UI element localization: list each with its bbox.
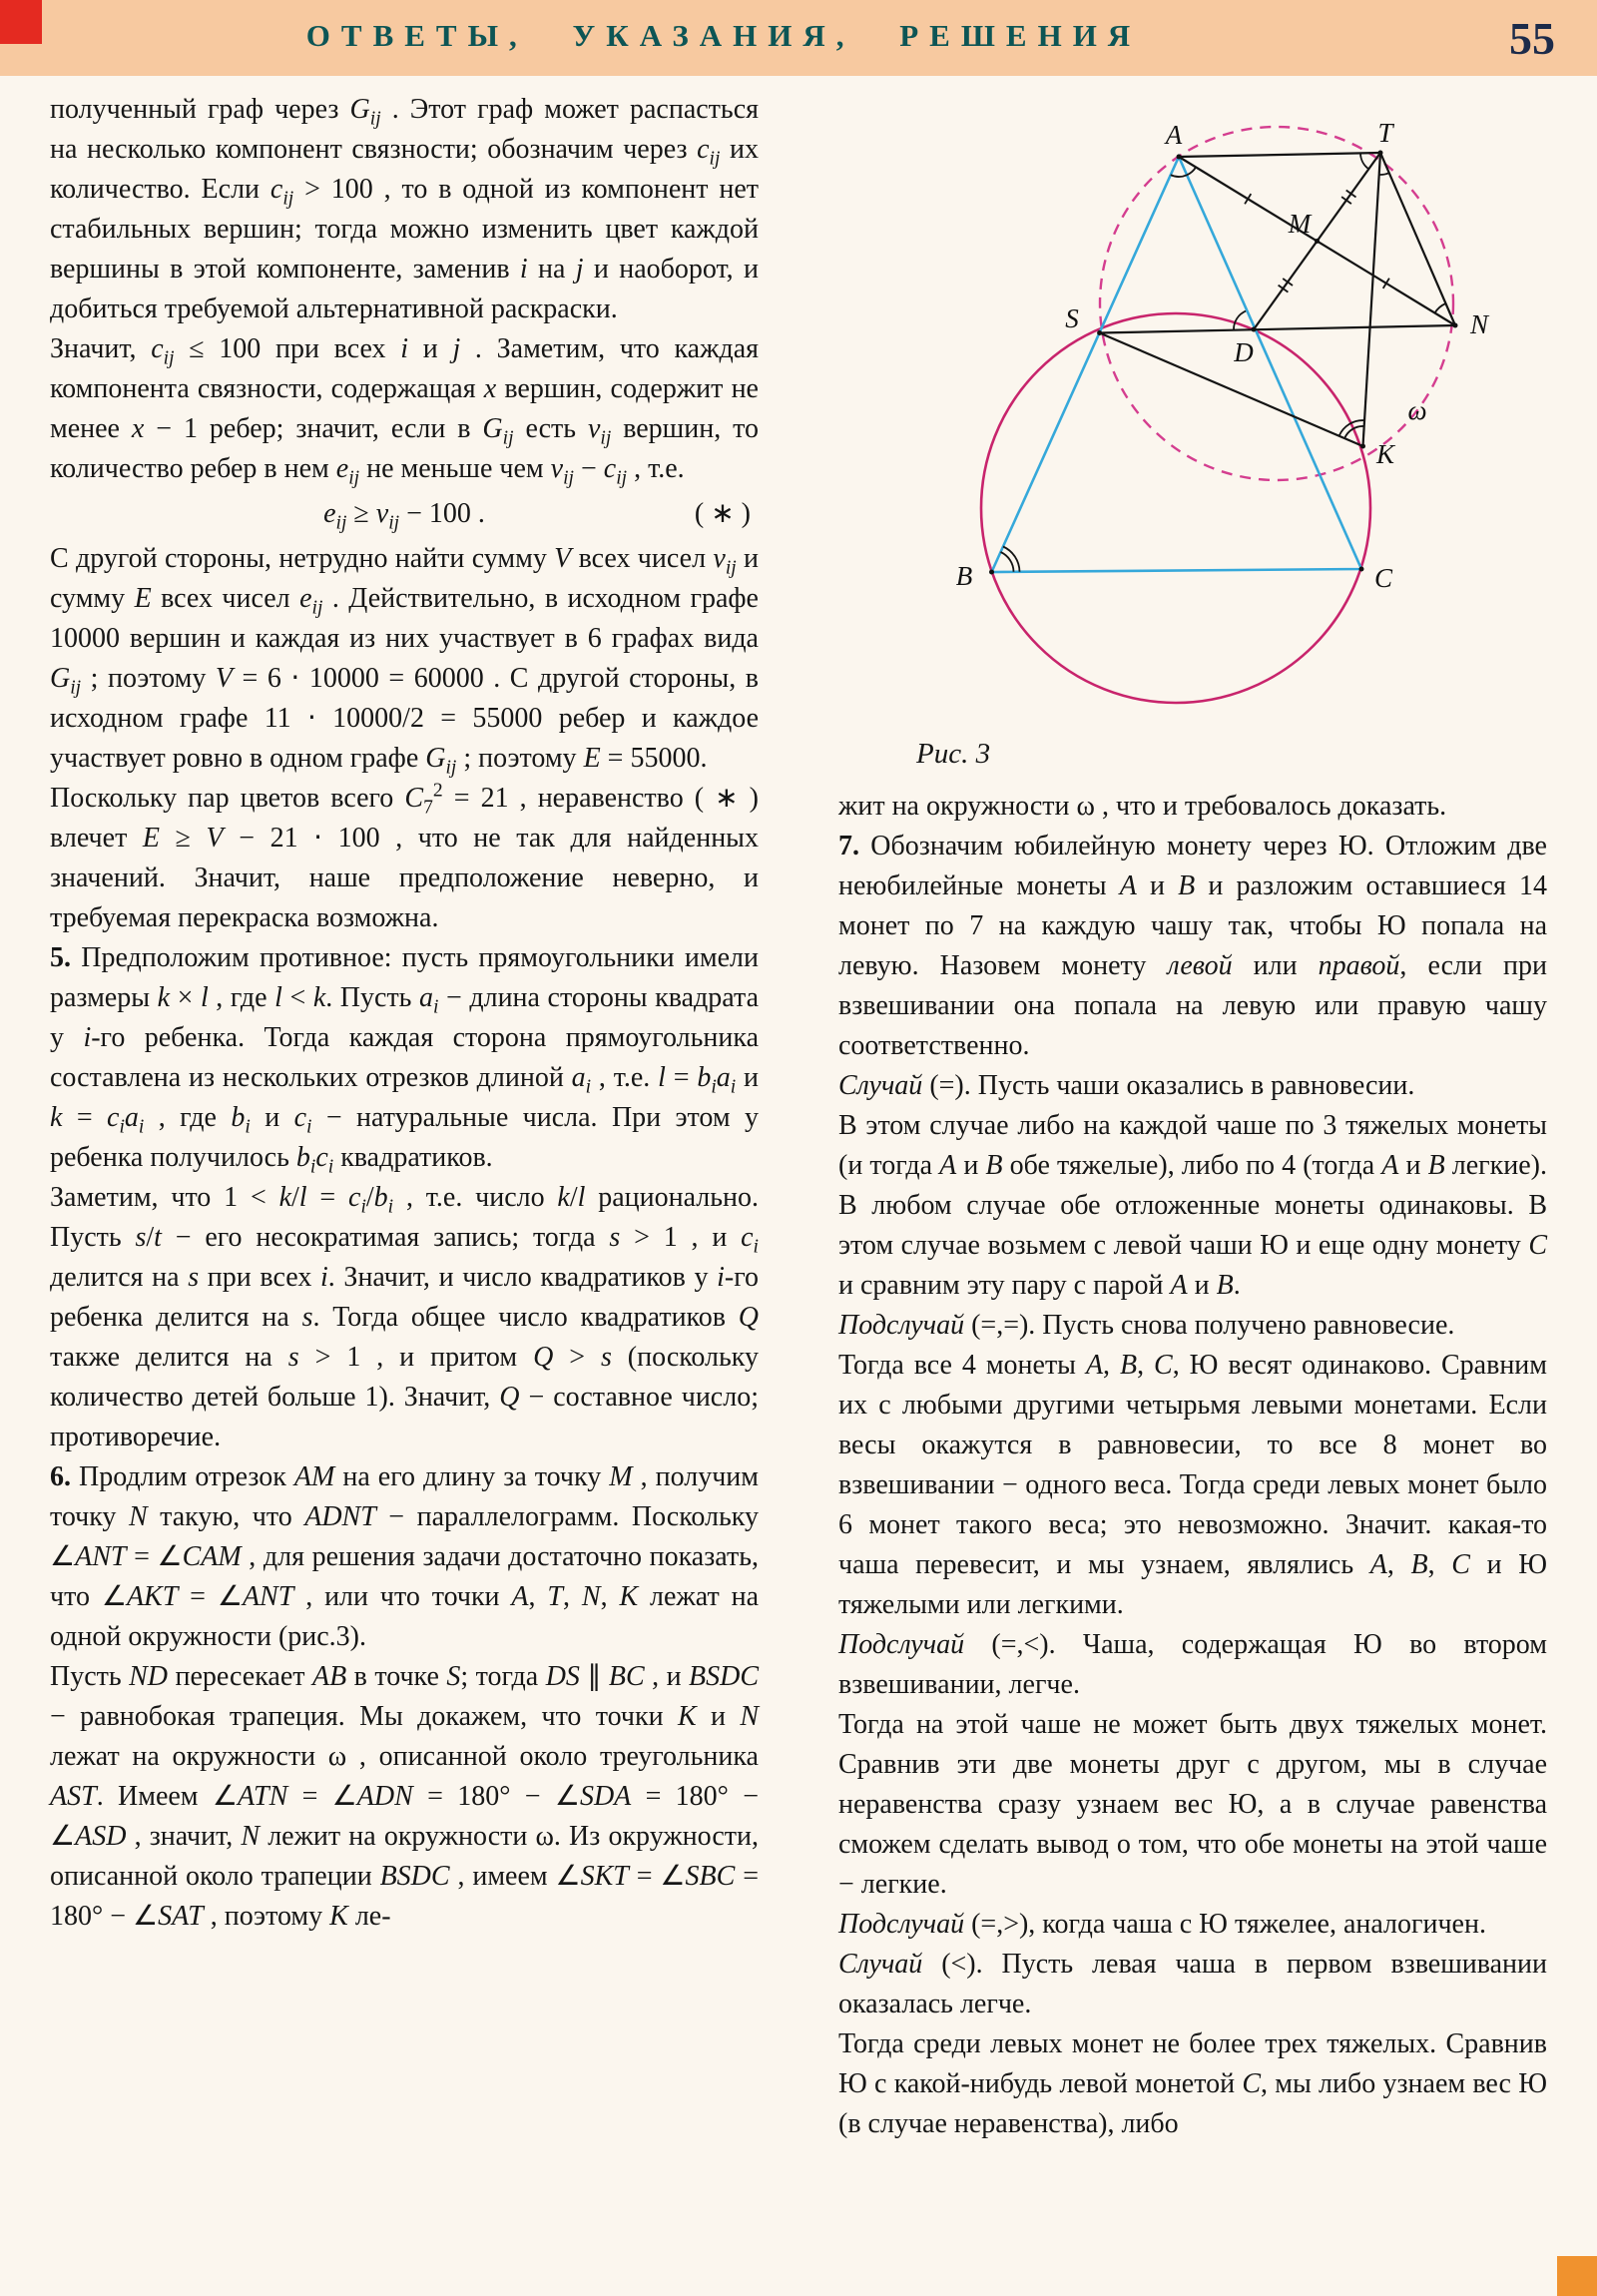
corner-red-square	[0, 0, 42, 44]
figure-label-B: B	[955, 561, 973, 591]
corner-orange-square	[1557, 2256, 1597, 2296]
display-formula	[50, 492, 759, 536]
paragraph: Случай (<). Пусть левая чаша в первом взвешивании оказалась легче.	[838, 1949, 1547, 2019]
paragraph: Подслучай (=,=). Пусть снова получено равновесие.	[838, 1310, 1455, 1341]
paragraph: В этом случае либо на каждой чаше по 3 тяжелых монеты (и тогда A и B обе тяжелые), либо по 4 (тогда A и B легкие). В любом случае обе отложенные монеты одинаковы. В этом случае возьмем с левой чаши Ю и еще одну монету C и сравним эту пару с парой A и B.	[838, 1110, 1548, 1301]
angle-at-N	[1435, 303, 1446, 313]
figure-svg	[924, 90, 1543, 719]
segment-AT	[1179, 153, 1380, 157]
paragraph: 7. Обозначим юбилейную монету через Ю. Отложим две неюбилейные монеты A и B и разложим оставшиеся 14 монет по 7 на каждую чашу так, чтобы Ю попала на левую. Назовем монету левой или правой, если при взвешивании она попала на левую или правую чашу соответственно.	[838, 831, 1547, 1061]
tick-MD-1	[1279, 286, 1289, 292]
paragraph: Тогда среди левых монет не более трех тяжелых. Сравнив Ю с какой-нибудь левой монетой C, мы либо узнаем вес Ю (в случае неравенства), либо	[838, 2028, 1547, 2139]
angle-marks	[1001, 153, 1446, 571]
point-dots	[989, 151, 1458, 575]
paragraph: Тогда на этой чаше не может быть двух тяжелых монет. Сравнив эти две монеты друг с другом, мы в случае неравенства сразу узнаем вес Ю, а в случае равенства сможем сделать вывод о том, что обе монеты на этой чаше − легкие.	[838, 1709, 1547, 1900]
paragraph: Тогда все 4 монеты A, B, C, Ю весят одинаково. Сравним их с любыми другими четырьмя левыми монетами. Если весы окажутся в равновесии, то все 8 монет во взвешивании − одного веса. Тогда среди левых монет было 6 монет такого веса; это невозможно. Значит. какая-то чаша перевесит, и мы узнаем, являлись A, B, C и Ю тяжелыми или легкими.	[838, 1350, 1548, 1620]
page-title: ОТВЕТЫ, УКАЗАНИЯ, РЕШЕНИЯ	[305, 18, 1142, 53]
segment-TN	[1380, 153, 1455, 325]
figure-label-S: S	[1065, 303, 1079, 333]
paragraph: жит на окружности ω , что и требовалось доказать.	[838, 791, 1447, 822]
angle-at-A-1	[1171, 175, 1187, 177]
omega-circle	[1100, 127, 1453, 480]
tick-MD-2	[1283, 279, 1293, 286]
figure-caption: Рис. 3	[916, 738, 991, 770]
paragraph: 5. Предположим противное: пусть прямоугольники имели размеры k × l , где l < k. Пусть $a_i$ − длина стороны квадрата у i-го ребенка. Тогда каждая сторона прямоугольника составлена из нескольких отрезков длиной $a_i$ , т.е. $l = b_ia_i$ и $k = c_ia_i$ , где $b_i$ и $c_i$ − натуральные числа. При этом у ребенка получилось $b_ic_i$ квадратиков.	[50, 942, 760, 1178]
construction-lines	[1100, 153, 1455, 446]
paragraph: Подслучай (=,<). Чаша, содержащая Ю во втором взвешивании, легче.	[838, 1629, 1547, 1700]
segment-TK	[1363, 153, 1381, 446]
angle-at-K-2	[1339, 420, 1364, 436]
paragraph: полученный граф через $G_{ij}$ . Этот граф может распасться на несколько компонент связности; обозначим через $c_{ij}$ их количество. Если $c_{ij} > 100$ , то в одной из компонент нет стабильных вершин; тогда можно изменить цвет каждой вершины в этой компоненте, заменив i на j и наоборот, и добиться требуемой альтернативной раскраски.	[50, 94, 759, 324]
segment-SN	[1100, 325, 1455, 333]
page-content	[0, 76, 1597, 2296]
paragraph: Пусть ND пересекает AB в точке S; тогда DS ∥ BC , и BSDC − равнобокая трапеция. Мы докажем, что точки K и N лежат на окружности ω , описанной около треугольника AST. Имеем ∠ATN = ∠ADN = 180° − ∠SDA = 180° − ∠ASD , значит, N лежит на окружности ω. Из окружности, описанной около трапеции BSDC , имеем ∠SKT = ∠SBC = 180° − ∠SAT , поэтому K ле-	[50, 1661, 760, 1932]
figure-label-A: A	[1165, 120, 1183, 150]
circumcircle-bsdc	[981, 313, 1370, 703]
formula-body: $e_{ij} \ge v_{ij} - 100$ .	[323, 498, 485, 534]
segment-SK	[1100, 333, 1363, 447]
paragraph: Значит, $c_{ij} \le 100$ при всех i и j . Заметим, что каждая компонента связности, содержащая x вершин, содержит не менее x − 1 ребер; значит, если в $G_{ij}$ есть $v_{ij}$ вершин, то количество ребер в нем $e_{ij}$ не меньше чем $v_{ij} - c_{ij}$ , т.е.	[50, 333, 760, 489]
tick-MN	[1383, 279, 1389, 288]
paragraph: Поскольку пар цветов всего $C_7^2 = 21$ , неравенство ( ∗ ) влечет E ≥ V − 21 ⋅ 100 , что не так для найденных значений. Значит, наше предположение неверно, и требуемая перекраска возможна.	[50, 780, 759, 933]
right-column	[838, 90, 1547, 2296]
left-column	[50, 90, 759, 2296]
figure	[916, 90, 1543, 771]
page-number: 55	[1509, 13, 1555, 64]
tick-TM-2	[1346, 191, 1356, 198]
left-column-text	[50, 90, 759, 1937]
angle-at-T-right	[1379, 173, 1389, 175]
figure-label-M: M	[1288, 209, 1312, 239]
angle-at-T-left	[1360, 153, 1368, 169]
figure-label-D: D	[1234, 337, 1254, 367]
paragraph: 6. Продлим отрезок AM на его длину за точку M , получим точку N такую, что ADNT − параллелограмм. Поскольку ∠ANT = ∠CAM , для решения задачи достаточно показать, что ∠AKT = ∠ANT , или что точки A, T, N, K лежат на одной окружности (рис.3).	[50, 1461, 760, 1652]
header-band	[0, 0, 1597, 76]
paragraph: Подслучай (=,>), когда чаша с Ю тяжелее, аналогичен.	[838, 1909, 1486, 1940]
figure-label-T: T	[1377, 118, 1393, 148]
tick-TM-1	[1341, 197, 1351, 204]
formula-tag: ( ∗ )	[694, 498, 751, 529]
figure-label-N: N	[1469, 309, 1489, 339]
figure-label-K: K	[1375, 439, 1395, 469]
tick-AM	[1245, 194, 1251, 204]
paragraph: Случай (=). Пусть чаши оказались в равновесии.	[838, 1070, 1415, 1101]
angle-at-B-1	[1001, 552, 1014, 572]
right-column-text	[838, 787, 1547, 2144]
angle-at-B-2	[1003, 547, 1020, 572]
angle-at-A-2	[1187, 167, 1196, 175]
figure-label-C: C	[1373, 563, 1393, 593]
paragraph: Заметим, что $1 < k/l = c_i/b_i$ , т.е. число k/l рационально. Пусть s/t − его несократимая запись; тогда s > 1 , и $c_i$ делится на s при всех i. Значит, и число квадратиков у i-го ребенка делится на s. Тогда общее число квадратиков Q также делится на s > 1 , и притом Q > s (поскольку количество детей больше 1). Значит, Q − составное число; противоречие.	[50, 1182, 760, 1452]
figure-label-ω: ω	[1407, 395, 1427, 425]
paragraph: С другой стороны, нетрудно найти сумму V всех чисел $v_{ij}$ и сумму E всех чисел $e_{ij}$ . Действительно, в исходном графе 10000 вершин и каждая из них участвует в 6 графах вида $G_{ij}$ ; поэтому V = 6 ⋅ 10000 = 60000 . С другой стороны, в исходном графе 11 ⋅ 10000/2 = 55000 ребер и каждое участвует ровно в одном графе $G_{ij}$ ; поэтому E = 55000.	[50, 543, 760, 779]
